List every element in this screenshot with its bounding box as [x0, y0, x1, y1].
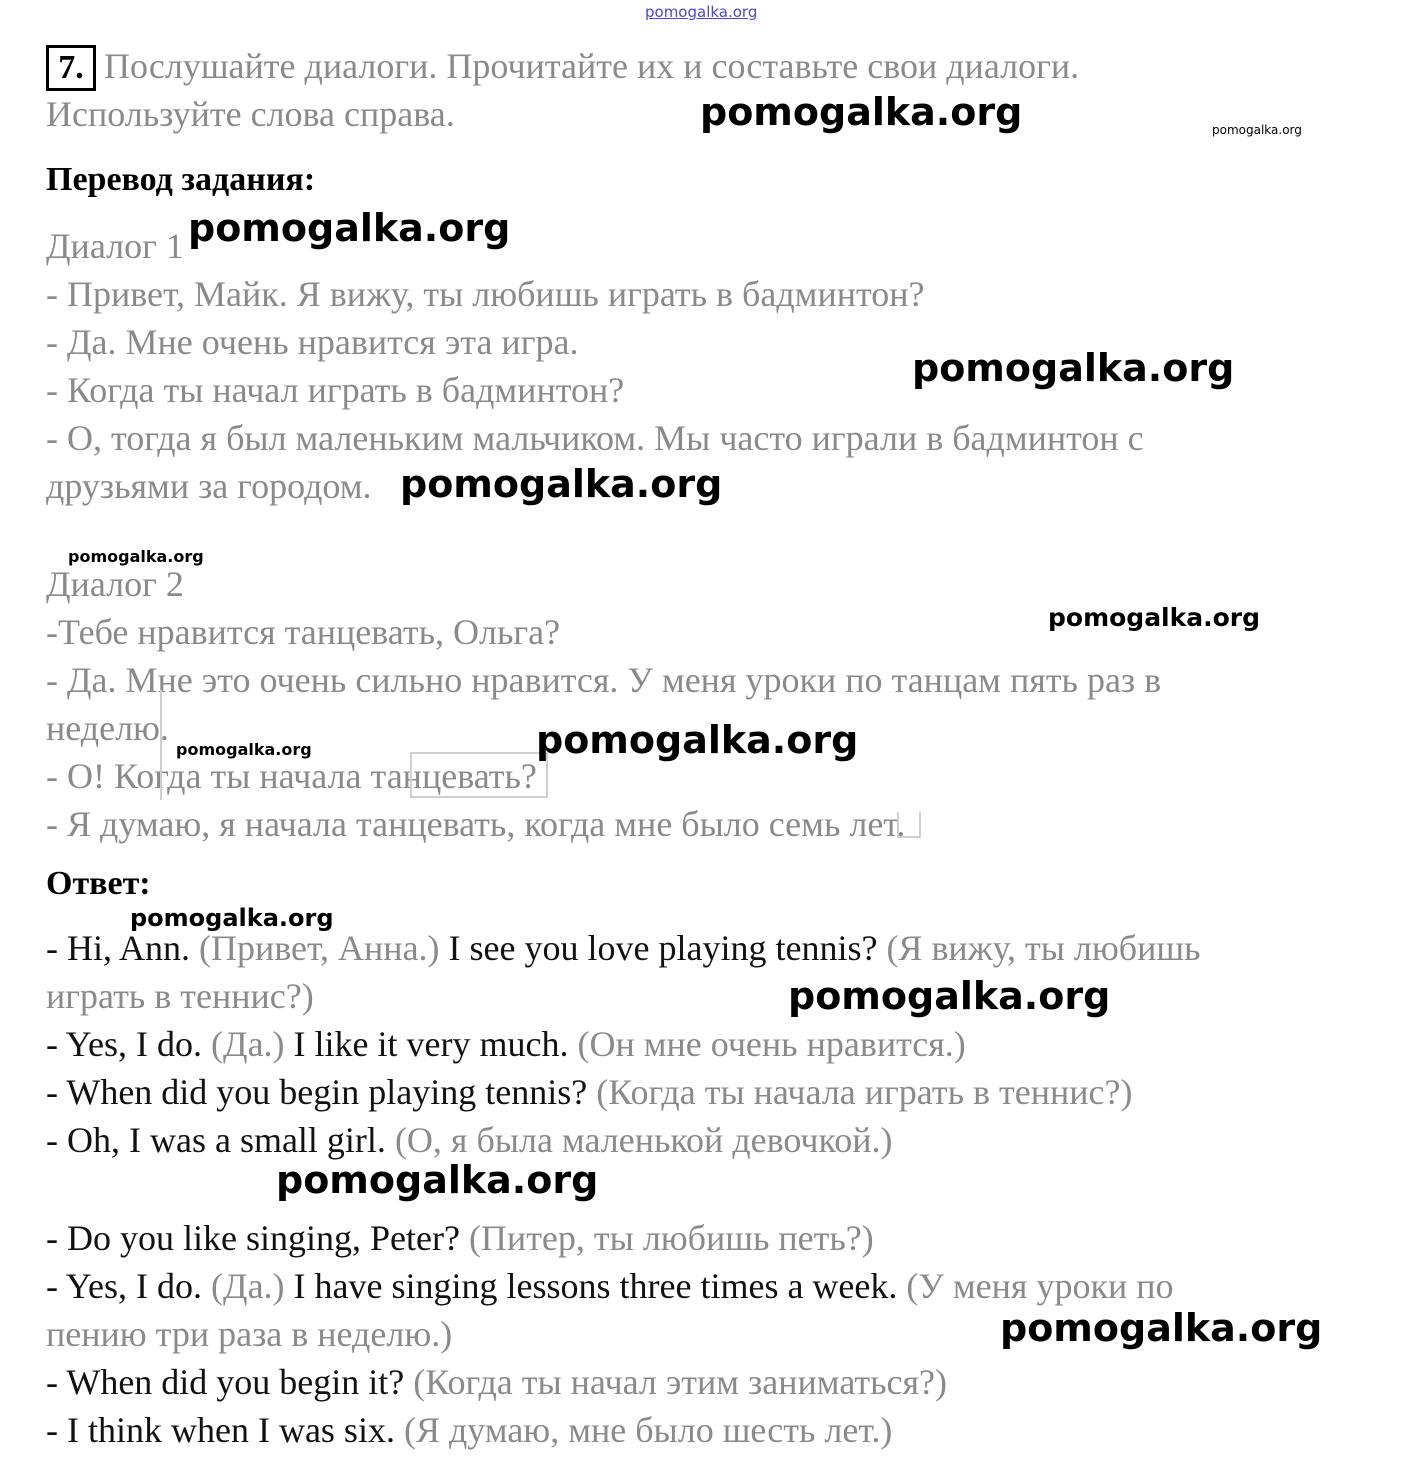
answer-en: - Oh, I was a small girl.	[46, 1120, 386, 1160]
watermark: pomogalka.org	[176, 740, 312, 759]
answer-line	[46, 1406, 892, 1454]
answer-en: - Yes, I do.	[46, 1266, 203, 1306]
answer-en: - Do you like singing, Peter?	[46, 1218, 460, 1258]
dialog2-line: - Я думаю, я начала танцевать, когда мне было семь лет.	[46, 804, 906, 844]
dialog1-line: - Привет, Майк. Я вижу, ты любишь играть в бадминтон?	[46, 274, 925, 314]
answer-ru: (Когда ты начал этим заниматься?)	[413, 1362, 948, 1402]
watermark: pomogalka.org	[1000, 1306, 1323, 1350]
watermark: pomogalka.org	[912, 346, 1235, 390]
answer-ru: (О, я была маленькой девочкой.)	[394, 1120, 893, 1160]
watermark: pomogalka.org	[1212, 123, 1302, 137]
translation-heading: Перевод задания:	[46, 161, 316, 198]
answer-en: - When did you begin it?	[46, 1362, 405, 1402]
answer-ru: (Да.)	[211, 1024, 285, 1064]
dialog2-line: - О! Когда ты начала танцевать?	[46, 756, 537, 796]
answer-ru: (У меня уроки по	[906, 1266, 1174, 1306]
dialog2-line: неделю.	[46, 708, 169, 748]
answer-en: I have singing lessons three times a week.	[293, 1266, 898, 1306]
answer-en: - Yes, I do.	[46, 1024, 203, 1064]
watermark: pomogalka.org	[400, 462, 723, 506]
dialog2-line: - Да. Мне это очень сильно нравится. У меня уроки по танцам пять раз в	[46, 660, 1162, 700]
dialog1-line: - О, тогда я был маленьким мальчиком. Мы часто играли в бадминтон с	[46, 418, 1144, 458]
scan-artifact	[410, 752, 548, 798]
watermark: pomogalka.org	[130, 904, 334, 932]
answer-ru: (Он мне очень нравится.)	[577, 1024, 966, 1064]
watermark: pomogalka.org	[188, 206, 511, 250]
answer-line	[46, 1214, 874, 1262]
answer-ru: (Да.)	[211, 1266, 285, 1306]
answer-heading: Ответ:	[46, 865, 151, 902]
watermark: pomogalka.org	[536, 718, 859, 762]
answer-ru: (Когда ты начала играть в теннис?)	[596, 1072, 1133, 1112]
scan-artifact	[160, 690, 172, 800]
answer-line	[46, 1358, 947, 1406]
answer-en: I like it very much.	[293, 1024, 569, 1064]
watermark: pomogalka.org	[276, 1158, 599, 1202]
source-link[interactable]: pomogalka.org	[645, 3, 758, 21]
answer-en: - I think when I was six.	[46, 1410, 395, 1450]
dialog1-line: - Да. Мне очень нравится эта игра.	[46, 322, 579, 362]
task-instruction-line-2: Используйте слова справа.	[46, 94, 455, 134]
answer-en: I see you love playing tennis?	[448, 928, 878, 968]
answer-en: - When did you begin playing tennis?	[46, 1072, 588, 1112]
dialog2-title: Диалог 2	[46, 564, 184, 604]
dialog1-line: - Когда ты начал играть в бадминтон?	[46, 370, 625, 410]
answer-ru: (Питер, ты любишь петь?)	[468, 1218, 874, 1258]
answer-line	[46, 1262, 1173, 1310]
answer-line	[46, 972, 314, 1020]
watermark: pomogalka.org	[788, 974, 1111, 1018]
answer-ru: играть в теннис?)	[46, 976, 314, 1016]
dialog2-line: -Тебе нравится танцевать, Ольга?	[46, 612, 561, 652]
watermark: pomogalka.org	[68, 547, 204, 566]
answer-ru: (Я вижу, ты любишь	[886, 928, 1201, 968]
dialog1-line: друзьями за городом.	[46, 466, 372, 506]
answer-ru: пению три раза в неделю.)	[46, 1314, 453, 1354]
answer-line	[46, 1310, 452, 1358]
watermark: pomogalka.org	[1048, 603, 1261, 632]
dialog1-title: Диалог 1	[46, 226, 184, 266]
task-number: 7.	[46, 45, 96, 91]
scan-artifact	[897, 812, 921, 838]
answer-line	[46, 1020, 966, 1068]
watermark: pomogalka.org	[700, 90, 1023, 134]
answer-en: - Hi, Ann.	[46, 928, 190, 968]
answer-ru: (Привет, Анна.)	[199, 928, 440, 968]
answer-ru: (Я думаю, мне было шесть лет.)	[403, 1410, 893, 1450]
task-instruction-line-1: Послушайте диалоги. Прочитайте их и составьте свои диалоги.	[104, 46, 1080, 86]
answer-line	[46, 1116, 892, 1164]
answer-line	[46, 1068, 1132, 1116]
